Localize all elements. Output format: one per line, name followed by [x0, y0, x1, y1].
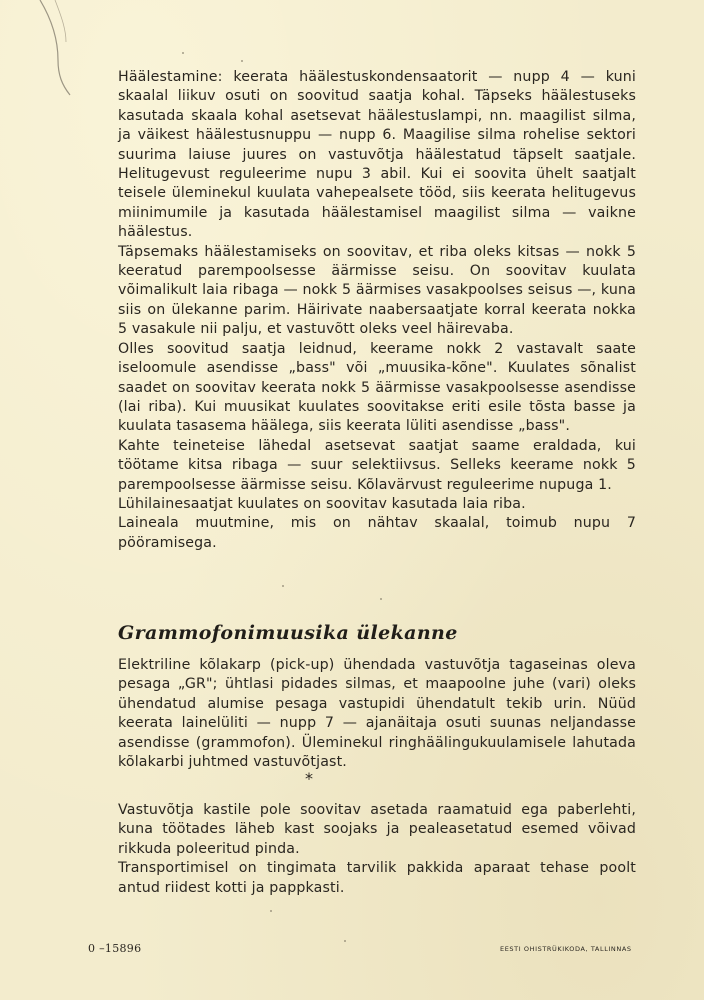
paragraph-tuning: Häälestamine: keerata häälestuskondensaatorit — nupp 4 — kuni skaalal liikuv osuti on soovitud saatja kohal. Täpseks häälestuseks kasutada skaala kohal asetsevat häälestuslampi, nn. maagilist silma, ja väikest häälestusnuppu — nupp 6. Maagilise silma rohelise sektori suurima laiuse juures on vastuvõtja häälestatud täpselt saatjale. Helitugevust reguleerime nupu 3 abil. Kui ei soovita ühelt saatjalt teisele üleminekul kuulata vahepealsete tööd, siis keerata helitugevus miinimumile ja kasutada häälestamisel maagilist silma — vaikne häälestus.: [118, 69, 636, 241]
paragraph-shortwave: Lühilainesaatjat kuulates on soovitav kasutada laia riba.: [118, 495, 526, 512]
paper-speck: [182, 52, 184, 54]
paragraph-pickup: Elektriline kõlakarp (pick-up) ühendada vastuvõtja tagaseinas oleva pesaga „GR"; ühtlasi pidades silmas, et maapoolne juhe (vari) oleks ühendatud alumise pesaga vastupidi ühendatult tekib urin. Nüüd keerata lainelüliti — nupp 7 — ajanäitaja osuti suunas neljandasse asendisse (grammofon). Üleminekul ringhäälingukuulamisele lahutada kõlakarbi juhtmed vastuvõtjast.: [118, 657, 636, 771]
torn-corner-mark: [0, 0, 80, 110]
care-text-block: [118, 801, 636, 898]
paper-speck: [380, 598, 382, 600]
section-heading-gramophone: Grammofonimuusika ülekanne: [118, 622, 458, 644]
separator-asterisk: *: [305, 769, 313, 788]
instructions-text-block: [118, 68, 636, 553]
paragraph-selectivity: Kahte teineteise lähedal asetsevat saatjat saame eraldada, kui töötame kitsa ribaga — suur selektiivsus. Selleks keerame nokk 5 parempoolsesse äärmisse seisu. Kõlavärvust reguleerime nupuga 1.: [118, 437, 636, 493]
order-number: 0 –15896: [88, 942, 142, 955]
paragraph-transport: Transportimisel on tingimata tarvilik pakkida aparaat tehase poolt antud riidest kotti ja pappkasti.: [118, 860, 636, 896]
paragraph-cabinet-care: Vastuvõtja kastile pole soovitav asetada raamatuid ega paberlehti, kuna töötades läheb kast soojaks ja pealeasetatud esemed võivad rikkuda poleeritud pinda.: [118, 802, 636, 857]
paper-speck: [241, 60, 243, 62]
paragraph-waveband: Laineala muutmine, mis on nähtav skaalal, toimub nupu 7 pööramisega.: [118, 515, 636, 551]
printer-imprint: EESTI OHISTRÜKIKODA, TALLINNAS: [500, 945, 632, 953]
paper-speck: [270, 910, 272, 912]
gramophone-text-block: [118, 656, 636, 772]
paragraph-bandwidth: Täpsemaks häälestamiseks on soovitav, et riba oleks kitsas — nokk 5 keeratud parempoolsesse äärmisse seisu. On soovitav kuulata võimalikult laia ribaga — nokk 5 äärmises vasakpoolses seisus —, kuna siis on ülekanne parim. Häirivate naabersaatjate korral keerata nokka 5 vasakule nii palju, et vastuvõtt oleks veel häirevaba.: [118, 243, 636, 338]
paper-speck: [282, 585, 284, 587]
paper-speck: [344, 940, 346, 942]
paragraph-tone-switch: Olles soovitud saatja leidnud, keerame nokk 2 vastavalt saate iseloomule asendisse „bass" või „muusika-kõne". Kuulates sõnalist saadet on soovitav keerata nokk 5 äärmisse vasakpoolsesse asendisse (lai riba). Kui muusikat kuulates soovitakse eriti esile tõsta basse ja kuulata tasasema häälega, siis keerata lüliti asendisse „bass".: [118, 340, 636, 435]
